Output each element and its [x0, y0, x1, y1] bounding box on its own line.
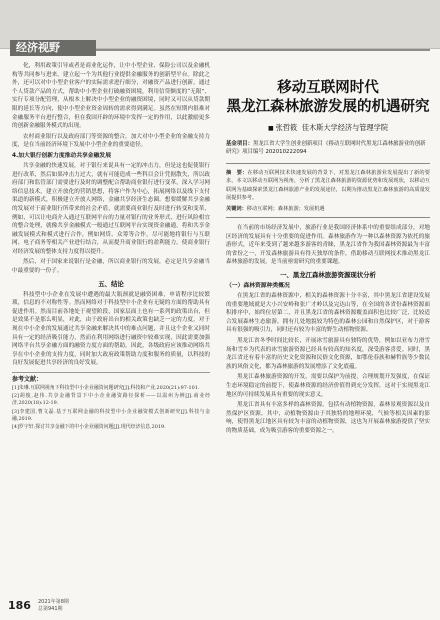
reference-item: [2]胡俊,赵伟.共享金融背景下中小企业融资路径探析——以温州为例[J].商业经济,2020(18):12-19. — [12, 393, 210, 407]
abstract-bottom-rule — [226, 217, 430, 218]
fund-text: 黑龙江省大学生创业创新项目《移动互联网时代黑龙江森林旅游业的创新研究》项目编号 202010222094 — [226, 141, 426, 155]
body-paragraph: 黑龙江省具有丰富多样的森林资源，包括有动植物资源，森林景观资源以及自然保护区资源。其中，动植物资源由于其独特的地理环境，气候等相关因素的影响，使得黑龙江地区具有较为丰富的动植物资源，这也为开展森林旅游提供了坚实的物质基础，成为吸引游客的重要资源之一。 — [226, 402, 430, 434]
section-heading: 五、结论 — [98, 279, 124, 288]
left-column — [12, 62, 210, 570]
article-title — [226, 78, 430, 116]
square-bullet-icon: ■ — [267, 125, 274, 132]
fund-note — [226, 140, 430, 156]
abstract-text: 在移动互联网技术快速发展的背景下，对黑龙江森林旅游业发展提出了新的要求，本文以移动互联网为视角，分析了黑龙江森林旅游的资源优势和发展现状，以移动互联网为基础探索黑龙江森林旅游产业的发展途径，以期为推动黑龙江森林旅游的高质量发展提供参考。 — [226, 170, 430, 202]
issue-info — [38, 599, 69, 613]
right-column — [226, 62, 430, 602]
references-title: 参考文献： — [12, 376, 43, 383]
abstract — [226, 169, 430, 203]
abstract-label: 摘 要： — [226, 170, 248, 176]
body-paragraph: 黑龙江省冬季时间比较长，开展冰雪旅游具有独特的优势，例如以亚布力滑雪场和雪乡为代表的冰雪旅游资源已经具有较高的知名度，深受游客喜爱。同时，黑龙江省还有着丰富的历史文化资源和民俗文化资源，如鄂伦春族和赫哲族等少数民族的风俗文化，都为森林旅游的发展增添了文化底蕴。 — [226, 337, 430, 370]
subsection-heading: （一）森林资源种类概况 — [226, 283, 290, 289]
author-line — [226, 122, 430, 134]
section-divider — [96, 49, 430, 51]
reference-item: [4]罗宇轩.探讨共享金融下的中小企业融资问题[J].现代经济信息,2019. — [12, 424, 166, 431]
section-heading: 一、黑龙江森林旅游资源现状分析 — [280, 271, 376, 279]
body-paragraph: 共享金融的快速发展，对于银行来说具有一定的冲击力，但是这也促使银行进行改革，然后如果冲击力过大，就有可能造成一些科目会计凭据散失，所以政府部门和监管部门需要进行及时的调整配合帮助商业银行进行变革，深入学习网络信息技术，建立开放化的营销思想，将客户作为中心，拓展网络以及线下支付渠道的新模式，积极建立开放人网络，金融共享经济生态圈。想要缓解共享金融的发展对于商业银行所带来的社会矛盾，就需要商业银行及时进行转变和变革，例如，可以让电商介入通过互联网平台的力量对银行的业务形式、进行风险相宜的整合处理，就像共享金融模式一般通过互联网平台实现资金融通，将和共享金融发展模式和模式进行合作，例如网贷、众筹等合作，尽可能地将银行与互联网、电子商务等相关产业进行结合，从而提升商业银行的盈利能力，使商业银行对经济发展的整体支持力度得以提升。 — [12, 162, 210, 255]
article-title-line: 移动互联网时代 — [277, 79, 379, 96]
fund-label: 基金项目： — [226, 141, 253, 147]
page-footer — [8, 598, 208, 614]
reference-item: [1]朱琳.互联网视角下科技型中小企业融资问题研究[J].科技和产业,2020(21):97-101. — [12, 385, 200, 391]
body-paragraph: 化，利用政策引导或者是商业化运作，让中小型企业、保险公司以及金融机构等共同参与进来。建立起一个为其他行业提供金融服务的创新型平台。除此之外，还可以对中小型企业客户的实际需求进行细分，对融资产品进行创新，通过个人贷款产品的方式，帮助中小型企业打破融资困境，利用信贷额度的“无限”，实行专项分配管理，从根本上解决中小型企业的融资困境，同时又可以从贷款期限的延长等方向，使中小型企业资金周转的需求得到满足。虽然在短期内很难对金融服务平台进行整合，但在我国开辟的环境中发挥一定的作用，以此激励更多的创新金融服务模式的出现。 — [12, 63, 210, 130]
keywords-label: 关键词： — [226, 205, 247, 212]
page-number: 186 — [8, 599, 31, 612]
body-paragraph: 科技型中小企业在发展中遭遇的最大瓶颈就是融资困难，申请程序比较繁琐，信息的不对称性等。然而网络对于科技型中小企业有无疑的方面的帮助具有促进作用。然而目前各地处于观望阶段，国家层面上也有一系列的政策出台，但是效果不是那么明显，对此，由于政府出台的相关政策也缺乏一定的力度，对于现在中小企业的发展通过共享金融来解决其中的难点问题，并且这个企业又同时具有一定的经济吸引能力，然而在利用网络进行融资中较难实现，因此需要加强网络平台共享金融方面的融资力度方面的帮助。因此，各级政府应该推动网络共享在中小企业的支持力度，同时加大政府政策帮助力度和服务的质量，以科技的良好发展促进共享经济的良好发展。 — [12, 291, 210, 367]
article-title-line: 黑龙江森林旅游发展的机遇研究 — [226, 98, 430, 115]
body-paragraph: 农村商业银行以及政府部门等资源的整合，加大对中小型企业的金融支持力度，是在当前经济环境下发展中小型企业的重要途径。 — [12, 133, 210, 149]
issue-line: 总第941期 — [38, 606, 63, 612]
subsection-heading: 4.加大银行创新力度推动共享金融发展 — [12, 152, 111, 159]
abstract-top-rule — [226, 163, 430, 164]
keywords — [226, 205, 430, 213]
body-paragraph: 黑龙江森林旅游资源的开发，需要以保护为前提，合理规划开发强度，在保证生态环境稳定的前提下，使森林资源的经济价值得到充分发挥，这对于实现黑龙江地区的可持续发展具有重要的现实意义。 — [226, 374, 430, 398]
body-paragraph: 在当前的市场经济发展中，旅游行业是我国经济体系中的重要组成部分，对地区经济的发展具有十分重要的促进作用。森林旅游作为一种以森林资源为依托的旅游形式，近年来受到了越来越多游客的青睐，黑龙江省作为我国森林资源最为丰富的省份之一，开发森林旅游具有得天独厚的条件，借助移动互联网技术推动黑龙江森林旅游的发展，是当前亟需研究的重要课题。 — [226, 225, 430, 266]
body-paragraph: 然后，对于国家来说银行是金融，所以商业银行的发展，必定是共享金融当中最重要的一份子。 — [12, 259, 210, 275]
author-affiliation: 佳木斯大学经济与管理学院 — [301, 123, 389, 132]
keywords-text: 移动互联网；森林旅游；发展机遇 — [246, 205, 325, 212]
body-paragraph: 在黑龙江省的森林资源中，相关的森林资源十分丰富，其中黑龙江省建设发展的重要地域就是大小兴安岭和张广才岭以及完达山等，在全国的各省份森林资源面积排序中，始终位居第二，并且黑龙江省的森林资源覆盖面积也比较广泛，比较适合发展森林生态旅游，拥有几处地貌较为特色的森林公园和自然保护区，对于游客具有很强的吸引力，同时还有较为丰富的野生动植物资源。 — [226, 293, 430, 334]
references-divider — [12, 372, 210, 373]
issue-line: 2021年第8期 — [38, 599, 69, 605]
author-name: 张哲筱 — [275, 123, 298, 132]
reference-item: [3]李建国,曹文磊.基于互联网金融的科技型中小企业融资模式创新研究[J].科技与金融,2019. — [12, 408, 210, 422]
section-tag: 经济视野 — [10, 40, 96, 56]
